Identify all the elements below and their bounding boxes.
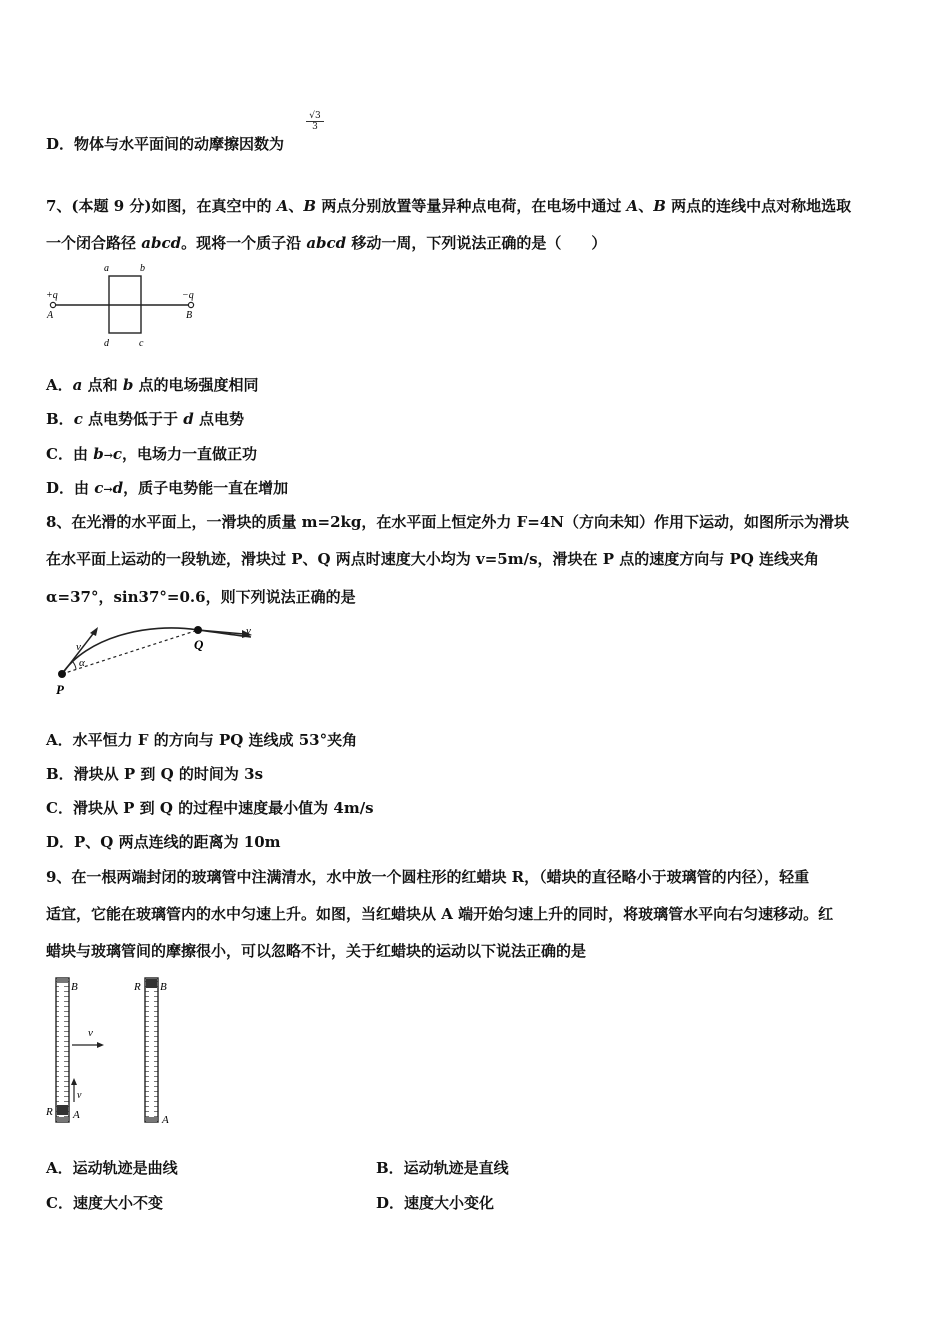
tube-1-bottom-cap [57,1117,68,1122]
red-wax-block-1 [57,1105,68,1115]
red-wax-block-2 [146,979,157,988]
a-label-1: A [73,1109,80,1121]
v-right-label: v [88,1027,93,1039]
point-q [194,626,202,634]
q9-option-d: D．速度大小变化 [376,1194,495,1212]
up-velocity-arrowhead [71,1078,77,1085]
right-velocity-arrowhead [97,1042,104,1048]
b-label-2: B [160,981,167,993]
q8-stem-line2: 在水平面上运动的一段轨迹，滑块过 P、Q 两点时速度大小均为 v=5m/s，滑块在 P 点的速度方向与 PQ 连线夹角 [46,550,820,568]
q8-trajectory-figure [46,616,266,700]
alpha-arc [72,661,76,669]
corner-b-label: b [140,263,145,274]
q7-charges-figure [42,260,212,352]
b-end-label: B [186,310,193,321]
v-up-label: v [77,1090,82,1101]
alpha-label: α [79,657,85,669]
q9-stem-line3: 蜡块与玻璃管间的摩擦很小，可以忽略不计，关于红蜡块的运动以下说法正确的是 [46,942,587,960]
r-label-1: R [46,1106,53,1118]
q7-option-b: B．c 点电势低于于 d 点电势 [46,410,245,428]
q6-option-d: D．物体与水平面间的动摩擦因数为 [46,135,285,153]
plus-q-label: +q [46,290,58,301]
r-label-2: R [134,981,141,993]
a-end-label: A [47,310,54,321]
q7-stem-line2: 一个闭合路径 abcd。现将一个质子沿 abcd 移动一周，下列说法正确的是（ ） [46,234,607,252]
p-label: P [56,682,64,697]
q9-stem-line1: 9、在一根两端封闭的玻璃管中注满清水，水中放一个圆柱形的红蜡块 R，（蜡块的直径略小于玻璃管的内径），轻重 [46,868,810,886]
q8-stem-line1: 8、在光滑的水平面上，一滑块的质量 m=2kg，在水平面上恒定外力 F=4N（方向未知）作用下运动，如图所示为滑块 [46,513,850,531]
a-label-2: A [162,1114,169,1126]
q7-option-a: A．a 点和 b 点的电场强度相同 [46,376,259,394]
q9-glass-tube-figure [44,972,184,1130]
q-label: Q [194,637,204,652]
v-label-p: v [76,641,81,653]
q8-option-c: C．滑块从 P 到 Q 的过程中速度最小值为 4m/s [46,799,374,817]
v-label-q: v [246,625,251,637]
corner-d-label: d [104,338,109,349]
q6-fraction: $\frac{√3}{3}$ [306,111,324,132]
tube-1-top-cap [57,978,68,983]
b-label-1: B [71,981,78,993]
q8-stem-line3: α=37°，sin37°=0.6，则下列说法正确的是 [46,588,356,606]
trajectory-curve [62,628,251,674]
corner-a-label: a [104,263,109,274]
q7-option-c: C．由 b→c，电场力一直做正功 [46,445,258,463]
q8-option-b: B．滑块从 P 到 Q 的时间为 3s [46,765,264,783]
tube-2 [145,978,158,1122]
tube-2-bottom-cap [146,1117,157,1122]
q9-stem-line2: 适宜，它能在玻璃管内的水中匀速上升。如图，当红蜡块从 A 端开始匀速上升的同时，将玻璃管水平向右匀速移动。红 [46,905,834,923]
corner-c-label: c [139,338,144,349]
charge-a-point [50,302,55,307]
q7-option-d: D．由 c→d，质子电势能一直在增加 [46,479,289,497]
q9-option-c: C．速度大小不变 [46,1194,163,1212]
q9-option-b: B．运动轨迹是直线 [376,1159,509,1177]
minus-q-label: −q [182,290,194,301]
q9-option-a: A．运动轨迹是曲线 [46,1159,178,1177]
tube-1 [56,978,69,1122]
q8-option-d: D．P、Q 两点连线的距离为 10m [46,833,281,851]
velocity-p-arrowhead [90,627,98,636]
q7-stem-line1: 7、(本题 9 分)如图，在真空中的 A、B 两点分别放置等量异种点电荷，在电场中通过 A、B 两点的连线中点对称地选取 [46,197,852,215]
charge-b-point [188,302,193,307]
q8-option-a: A．水平恒力 F 的方向与 PQ 连线成 53°夹角 [46,731,358,749]
point-p [58,670,66,678]
